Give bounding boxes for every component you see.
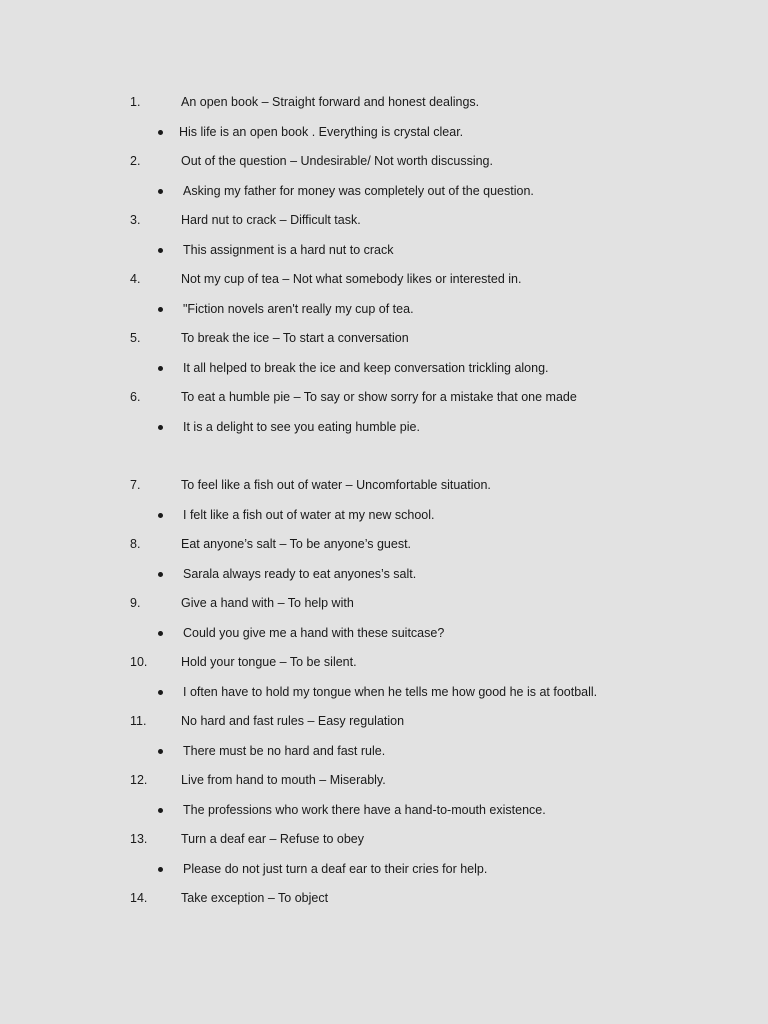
- idiom-definition: Give a hand with – To help with: [181, 596, 354, 610]
- item-number: 1.: [130, 95, 141, 109]
- item-number: 12.: [130, 773, 148, 787]
- idiom-example: Asking my father for money was completely out of the question.: [183, 184, 534, 198]
- bullet-icon: [157, 684, 165, 700]
- idiom-definition: An open book – Straight forward and honest dealings.: [181, 95, 480, 109]
- idiom-definition: Out of the question – Undesirable/ Not worth discussing.: [181, 154, 493, 168]
- item-number: 13.: [130, 832, 148, 846]
- item-number: 2.: [130, 154, 141, 168]
- idiom-definition: Turn a deaf ear – Refuse to obey: [181, 832, 364, 846]
- item-number: 7.: [130, 478, 141, 492]
- item-number: 14.: [130, 891, 148, 905]
- idiom-definition: Live from hand to mouth – Miserably.: [181, 773, 386, 787]
- bullet-icon: [157, 183, 165, 199]
- idiom-example: There must be no hard and fast rule.: [183, 744, 386, 758]
- item-number: 10.: [130, 655, 148, 669]
- bullet-icon: [157, 360, 165, 376]
- bullet-icon: [157, 242, 165, 258]
- idiom-definition: To break the ice – To start a conversation: [181, 331, 409, 345]
- idiom-example: This assignment is a hard nut to crack: [183, 243, 394, 257]
- bullet-icon: [157, 124, 165, 140]
- idiom-definition: Hard nut to crack – Difficult task.: [181, 213, 361, 227]
- bullet-icon: [157, 743, 165, 759]
- bullet-icon: [157, 566, 165, 582]
- bullet-icon: [157, 861, 165, 877]
- bullet-icon: [157, 419, 165, 435]
- item-number: 5.: [130, 331, 141, 345]
- idiom-definition: To feel like a fish out of water – Uncomfortable situation.: [181, 478, 491, 492]
- idiom-example: It is a delight to see you eating humble pie.: [183, 420, 420, 434]
- item-number: 9.: [130, 596, 141, 610]
- item-number: 8.: [130, 537, 141, 551]
- idiom-definition: Take exception – To object: [181, 891, 329, 905]
- bullet-icon: [157, 301, 165, 317]
- idiom-example: "Fiction novels aren't really my cup of tea.: [183, 302, 414, 316]
- idiom-example: I felt like a fish out of water at my new school.: [183, 508, 435, 522]
- idiom-example: His life is an open book . Everything is crystal clear.: [179, 125, 464, 139]
- idiom-definition: Hold your tongue – To be silent.: [181, 655, 357, 669]
- item-number: 3.: [130, 213, 141, 227]
- idiom-example: It all helped to break the ice and keep conversation trickling along.: [183, 361, 549, 375]
- bullet-icon: [157, 802, 165, 818]
- idiom-definition: No hard and fast rules – Easy regulation: [181, 714, 405, 728]
- idiom-example: Please do not just turn a deaf ear to their cries for help.: [183, 862, 488, 876]
- idiom-definition: Not my cup of tea – Not what somebody likes or interested in.: [181, 272, 522, 286]
- bullet-icon: [157, 625, 165, 641]
- item-number: 4.: [130, 272, 141, 286]
- idiom-example: The professions who work there have a hand-to-mouth existence.: [183, 803, 546, 817]
- idiom-example: I often have to hold my tongue when he tells me how good he is at football.: [183, 685, 598, 699]
- item-number: 6.: [130, 390, 141, 404]
- idiom-example: Could you give me a hand with these suitcase?: [183, 626, 445, 640]
- idiom-definition: Eat anyone’s salt – To be anyone’s guest.: [181, 537, 412, 551]
- idiom-example: Sarala always ready to eat anyones’s salt.: [183, 567, 417, 581]
- bullet-icon: [157, 507, 165, 523]
- idiom-definition: To eat a humble pie – To say or show sorry for a mistake that one made: [181, 390, 577, 404]
- item-number: 11.: [130, 714, 147, 728]
